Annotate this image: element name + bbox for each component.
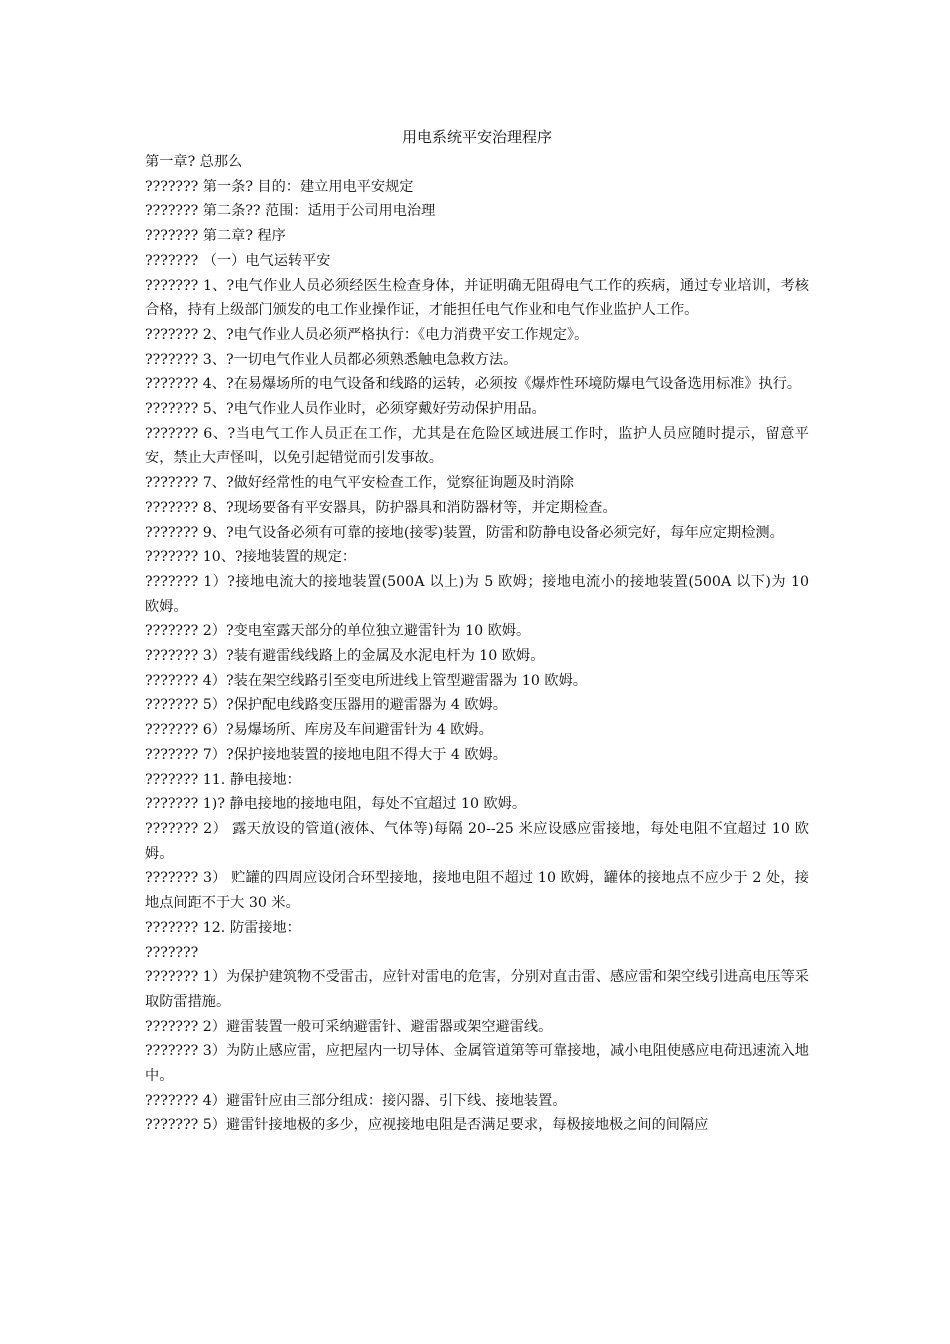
paragraph: ??????? 2）避雷装置一般可采纳避雷针、避雷器或架空避雷线。	[145, 1018, 553, 1035]
paragraph: ??????? 1）?接地电流大的接地装置(500A 以上)为 5 欧姆；接地电流小的接地装置(500A 以下)为 10 欧姆。	[145, 573, 809, 615]
paragraph: ??????? 3、?一切电气作业人员都必须熟悉触电急救方法。	[145, 351, 518, 368]
paragraph: ??????? 第一条? 目的：建立用电平安规定	[145, 178, 414, 195]
paragraph: ??????? 4）避雷针应由三部分组成：接闪器、引下线、接地装置。	[145, 1092, 567, 1109]
paragraph: ???????	[145, 944, 199, 961]
paragraph: ??????? 7、?做好经常性的电气平安检查工作，觉察征询题及时消除	[145, 475, 575, 492]
paragraph: ??????? 第二章? 程序	[145, 228, 286, 245]
paragraph: ??????? 5）避雷针接地极的多少，应视接地电阻是否满足要求，每极接地极之间的间隔应	[145, 1117, 709, 1134]
paragraph: ??????? 6、?当电气工作人员正在工作，尤其是在危险区域进展工作时，监护人员应随时提示，留意平安，禁止大声怪叫，以免引起错觉而引发事故。	[145, 425, 809, 467]
paragraph: ??????? 10、?接地装置的规定：	[145, 549, 357, 566]
paragraph: ??????? （一）电气运转平安	[145, 252, 331, 269]
paragraph: ??????? 12. 防雷接地：	[145, 919, 301, 936]
paragraph: ??????? 2）?变电室露天部分的单位独立避雷针为 10 欧姆。	[145, 623, 531, 640]
paragraph: ??????? 2、?电气作业人员必须严格执行：《电力消费平安工作规定》。	[145, 326, 589, 343]
paragraph: ??????? 6）?易爆场所、库房及车间避雷针为 4 欧姆。	[145, 722, 493, 739]
paragraph: ??????? 11. 静电接地：	[145, 771, 301, 788]
paragraph: ??????? 4、?在易爆场所的电气设备和线路的运转，必须按《爆炸性环境防爆电气设备选用标准》执行。	[145, 376, 802, 393]
paragraph: ??????? 第二条?? 范围：适用于公司用电治理	[145, 203, 436, 220]
paragraph: ??????? 5）?保护配电线路变压器用的避雷器为 4 欧姆。	[145, 697, 507, 714]
paragraph: ??????? 3）?装有避雷线线路上的金属及水泥电杆为 10 欧姆。	[145, 648, 545, 665]
document-page	[145, 124, 809, 1138]
document-title: 用电系统平安治理程序	[401, 128, 552, 146]
paragraph: ??????? 1）为保护建筑物不受雷击，应针对雷电的危害，分别对直击雷、感应雷和架空线引进高电压等采取防雷措施。	[145, 969, 809, 1010]
paragraph: 第一章? 总那么	[145, 154, 243, 170]
document-body	[145, 150, 809, 1138]
paragraph: ??????? 2） 露天放设的管道(液体、气体等)每隔 20--25 米应设感应雷接地，每处电阻不宜超过 10 欧姆。	[145, 820, 809, 862]
paragraph: ??????? 1、?电气作业人员必须经医生检查身体，并证明确无阻碍电气工作的疾病，通过专业培训，考核合格，持有上级部门颁发的电工作业操作证，才能担任电气作业和电气作业监护人工作。	[145, 277, 809, 319]
paragraph: ??????? 8、?现场要备有平安器具，防护器具和消防器材等，并定期检查。	[145, 499, 617, 516]
paragraph: ??????? 1)? 静电接地的接地电阻，每处不宜超过 10 欧姆。	[145, 796, 527, 813]
paragraph: ??????? 7）?保护接地装置的接地电阻不得大于 4 欧姆。	[145, 746, 507, 763]
paragraph: ??????? 4）?装在架空线路引至变电所进线上管型避雷器为 10 欧姆。	[145, 672, 587, 689]
paragraph: ??????? 3）为防止感应雷，应把屋内一切导体、金属管道第等可靠接地，减小电阻使感应电荷迅速流入地中。	[145, 1043, 809, 1085]
paragraph: ??????? 3） 贮罐的四周应设闭合环型接地，接地电阻不超过 10 欧姆，罐体的接地点不应少于 2 处，接地点间距不于大 30 米。	[145, 870, 809, 912]
paragraph: ??????? 9、?电气设备必须有可靠的接地(接零)装置，防雷和防静电设备必须完好，每年应定期检测。	[145, 524, 784, 541]
paragraph: ??????? 5、?电气作业人员作业时，必须穿戴好劳动保护用品。	[145, 401, 546, 418]
